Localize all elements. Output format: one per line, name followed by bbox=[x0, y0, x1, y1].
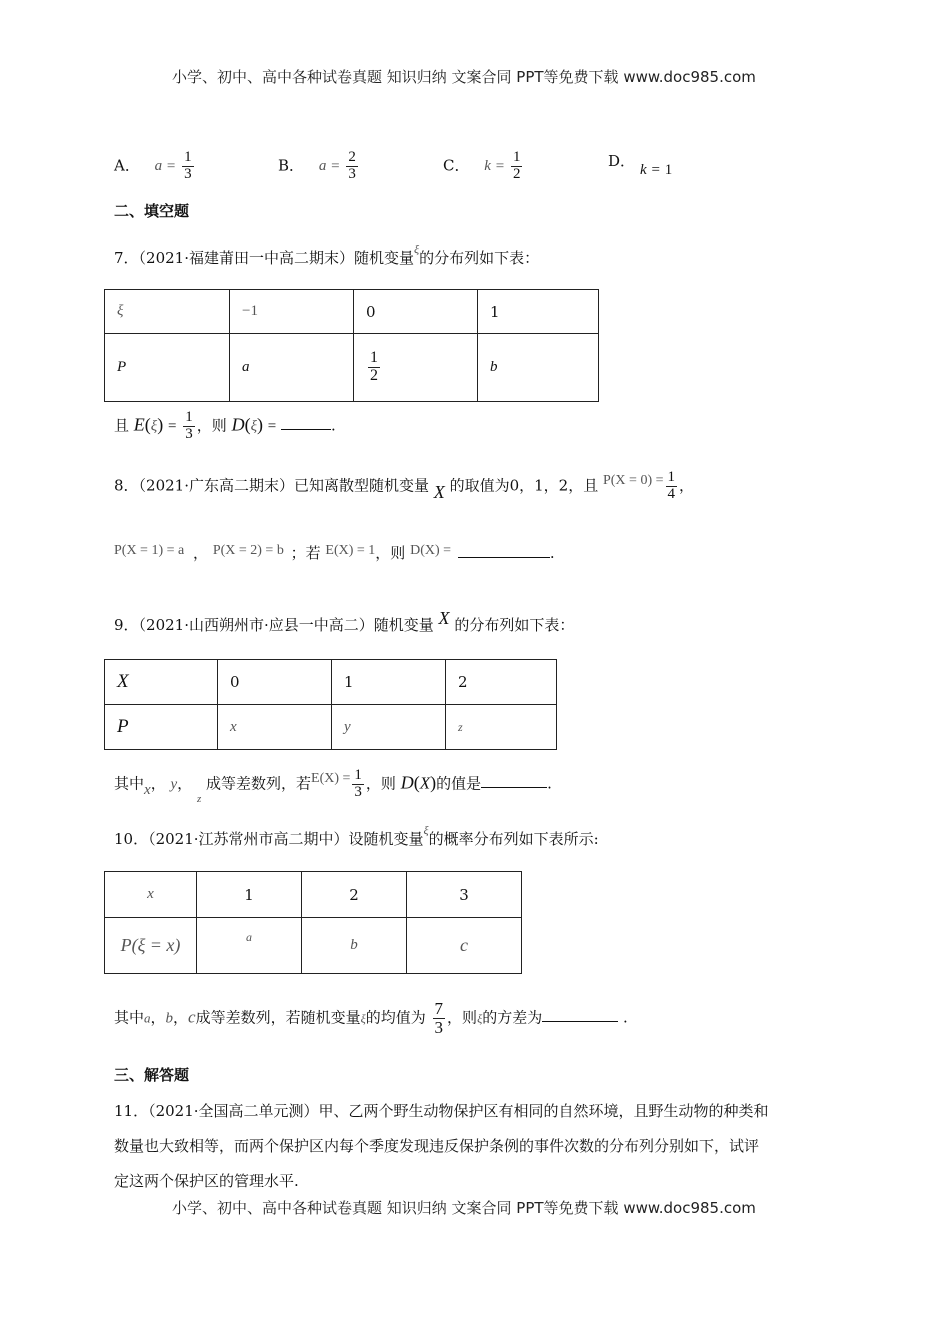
q10-xi3: ξ bbox=[477, 1011, 483, 1026]
table-cell: y bbox=[332, 705, 446, 750]
option-a-fraction: $\frac{1}{3}$ bbox=[184, 149, 192, 182]
q8-if: ；若 bbox=[290, 544, 321, 562]
option-d-var: k bbox=[640, 162, 647, 178]
q9-table bbox=[104, 659, 557, 750]
q8-X: X bbox=[433, 482, 445, 503]
q7-answer-blank[interactable] bbox=[281, 415, 331, 430]
table-cell: z bbox=[446, 705, 557, 750]
table-cell: 1 bbox=[197, 872, 302, 918]
section-fill-blank: 二、填空题 bbox=[114, 202, 190, 220]
table-cell: 0 bbox=[218, 660, 332, 705]
q10-label: 10．（2021·江苏常州市高二期中）设随机变量 bbox=[114, 830, 424, 848]
q7-D: D bbox=[231, 414, 245, 435]
q8-mid: 的取值为0，1，2，且 bbox=[449, 476, 599, 495]
q7-cond-pre: 且 bbox=[114, 416, 130, 435]
q9-E: E(X) = bbox=[311, 771, 351, 787]
table-cell: 1 bbox=[332, 660, 446, 705]
table-cell: a bbox=[230, 334, 354, 402]
option-d-expr bbox=[640, 160, 672, 179]
table-cell: −1 bbox=[230, 290, 354, 334]
q10-var: 的方差为 bbox=[482, 1008, 543, 1027]
option-c-label: C． bbox=[443, 156, 470, 175]
option-a-label: A． bbox=[114, 156, 140, 175]
q10-tail: 的概率分布列如下表所示: bbox=[428, 830, 599, 848]
option-a bbox=[114, 150, 196, 183]
q7-half-fraction: $\frac{1}{2}$ bbox=[370, 349, 378, 384]
q7-cond-xi: ξ bbox=[150, 418, 158, 435]
table-cell: 1 bbox=[478, 290, 599, 334]
q8-p2: P(X = 2) = b bbox=[212, 543, 284, 558]
option-a-eq: = bbox=[166, 158, 176, 175]
table-cell: P bbox=[105, 334, 230, 402]
option-d-label: D． bbox=[608, 152, 636, 170]
table-cell: 3 bbox=[407, 872, 522, 918]
q10-answer-blank[interactable] bbox=[542, 1007, 618, 1022]
q10-table bbox=[104, 871, 522, 974]
table-cell: P(ξ = x) bbox=[105, 918, 197, 974]
q9-E-fraction: $\frac{1}{3}$ bbox=[354, 767, 362, 800]
q10-stem bbox=[114, 823, 599, 849]
page-header: 小学、初中、高中各种试卷真题 知识归纳 文案合同 PPT等免费下载 www.doc985.com bbox=[172, 68, 756, 86]
q8-answer-blank[interactable] bbox=[458, 543, 550, 558]
q7-tail: 的分布列如下表： bbox=[419, 249, 540, 267]
option-c-eq: = bbox=[495, 158, 505, 175]
option-d-eq: = bbox=[651, 162, 660, 178]
page-footer: 小学、初中、高中各种试卷真题 知识归纳 文案合同 PPT等免费下载 www.doc985.com bbox=[172, 1199, 756, 1217]
q7-third-fraction: $\frac{1}{3}$ bbox=[185, 409, 193, 442]
q10-cond-pre: 其中 bbox=[114, 1008, 145, 1027]
table-cell: P bbox=[105, 705, 218, 750]
q8-p0: P(X = 0) = bbox=[602, 473, 664, 489]
table-cell: X bbox=[105, 660, 218, 705]
option-b bbox=[278, 150, 360, 183]
option-b-fraction: $\frac{2}{3}$ bbox=[348, 149, 356, 182]
q9-x: x bbox=[144, 782, 151, 799]
q10-cond-mid: 成等差数列，若随机变量 bbox=[195, 1008, 361, 1027]
q8-p1: P(X = 1) = a bbox=[114, 543, 185, 558]
q7-label: 7．（2021·福建莆田一中高二期末）随机变量 bbox=[114, 249, 414, 267]
q9-z: z bbox=[196, 793, 202, 806]
option-d bbox=[608, 150, 635, 171]
q11-line-1: 11．（2021·全国高二单元测）甲、乙两个野生动物保护区有相同的自然环境，且野生动物的种类和 bbox=[114, 1102, 769, 1120]
q10-xi: ξ bbox=[423, 823, 429, 837]
table-row bbox=[105, 334, 599, 402]
q8-E: E(X) = 1 bbox=[325, 543, 376, 558]
q9-cond-end: 的值是 bbox=[436, 774, 482, 793]
table-cell: b bbox=[478, 334, 599, 402]
q7-condition: 且 E(ξ) = $\frac{1}{3}$ ，则 D(ξ) = . bbox=[114, 409, 336, 442]
q9-answer-blank[interactable] bbox=[481, 773, 547, 788]
q10-then: ，则 bbox=[447, 1008, 478, 1027]
option-d-value: 1 bbox=[664, 162, 673, 178]
q9-cond-mid: 成等差数列，若 bbox=[206, 774, 312, 793]
q9-condition: 其中x， y， $_z$ 成等差数列，若E(X) = $\frac{1}{3}$ ，则 D(X)的值是 . bbox=[114, 767, 552, 806]
table-row bbox=[105, 290, 599, 334]
q10-b: b bbox=[165, 1010, 174, 1027]
option-c-var: k bbox=[484, 158, 491, 175]
option-b-eq: = bbox=[331, 158, 340, 175]
q8-conditions: P(X = 1) = a ， P(X = 2) = b ；若 E(X) = 1，则 D(X) = . bbox=[114, 543, 555, 562]
q9-D: D bbox=[400, 772, 414, 793]
q10-condition: 其中a，b，c成等差数列，若随机变量ξ的均值为 $\frac{7}{3}$ ，则ξ的方差为 . bbox=[114, 999, 628, 1037]
table-cell: 0 bbox=[354, 290, 478, 334]
table-row bbox=[105, 872, 522, 918]
table-cell bbox=[354, 334, 478, 402]
table-cell: b bbox=[302, 918, 407, 974]
table-cell: a bbox=[197, 918, 302, 974]
q9-label: 9．（2021·山西朔州市·应县一中高二）随机变量 bbox=[114, 616, 434, 634]
q10-a: a bbox=[144, 1010, 151, 1026]
q7-xi: ξ bbox=[414, 242, 420, 256]
option-c-fraction: $\frac{1}{2}$ bbox=[512, 149, 521, 182]
table-cell: 2 bbox=[446, 660, 557, 705]
q7-cond-end: = bbox=[267, 418, 277, 435]
table-row bbox=[105, 660, 557, 705]
q11-line-2: 数量也大致相等，而两个保护区内每个季度发现违反保护条例的事件次数的分布列分别如下，试评 bbox=[114, 1137, 760, 1155]
q8-label: 8．（2021·广东高二期末）已知离散型随机变量 bbox=[114, 476, 429, 495]
q7-E: E bbox=[133, 414, 145, 435]
section-answer: 三、解答题 bbox=[114, 1066, 190, 1084]
q10-c: c bbox=[188, 1007, 196, 1027]
q7-stem bbox=[114, 242, 540, 268]
q8-stem: 8．（2021·广东高二期末）已知离散型随机变量 X 的取值为0，1，2，且 P(X = 0) = $\frac{1}{4}$ ， bbox=[114, 469, 695, 503]
table-cell: c bbox=[407, 918, 522, 974]
q11-line-3: 定这两个保护区的管理水平. bbox=[114, 1172, 299, 1190]
option-a-var: a bbox=[154, 158, 163, 175]
q9-y: y bbox=[170, 776, 178, 793]
table-row bbox=[105, 918, 522, 974]
option-b-label: B． bbox=[278, 156, 305, 175]
table-cell: x bbox=[218, 705, 332, 750]
table-cell: ξ bbox=[105, 290, 230, 334]
option-b-var: a bbox=[318, 158, 327, 175]
q9-stem bbox=[114, 608, 575, 635]
q7-cond-then: ，则 bbox=[196, 416, 227, 435]
table-cell: 2 bbox=[302, 872, 407, 918]
table-row bbox=[105, 705, 557, 750]
q8-D: D(X) = bbox=[410, 543, 452, 558]
table-cell: x bbox=[105, 872, 197, 918]
q10-mean-fraction: $\frac{7}{3}$ bbox=[434, 999, 444, 1037]
q8-then: ，则 bbox=[375, 544, 406, 562]
q9-cond-pre: 其中 bbox=[114, 774, 145, 793]
q7-table bbox=[104, 289, 599, 402]
q9-tail: 的分布列如下表： bbox=[454, 616, 575, 634]
q10-mean: 的均值为 bbox=[365, 1008, 426, 1027]
q7-cond-eq: = bbox=[168, 418, 177, 435]
q10-xi2: ξ bbox=[360, 1011, 366, 1026]
q9-then: ，则 bbox=[365, 774, 396, 793]
q9-X: X bbox=[438, 608, 450, 628]
q8-p0-fraction: $\frac{1}{4}$ bbox=[667, 469, 675, 502]
option-c bbox=[443, 150, 524, 183]
